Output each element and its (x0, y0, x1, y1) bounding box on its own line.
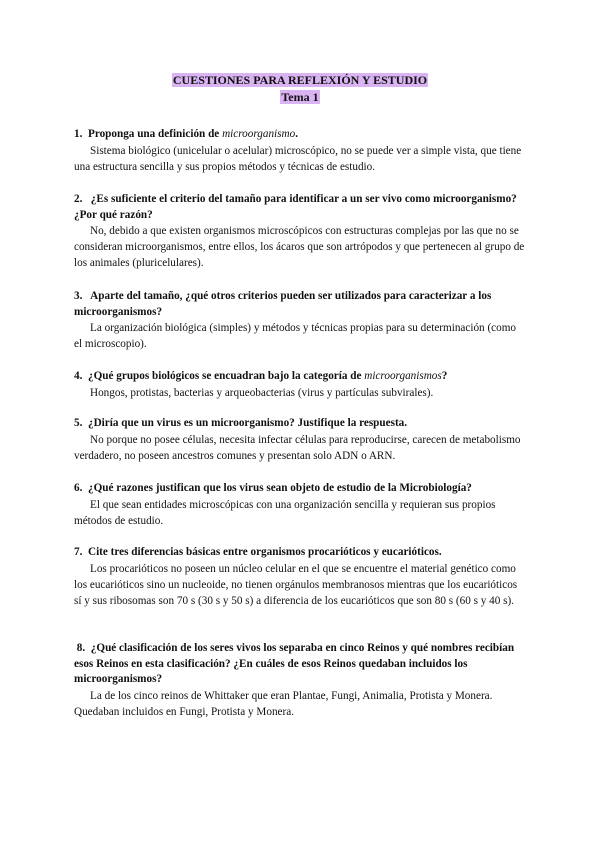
question-text: 1. Proponga una definición de microorganismo. (74, 128, 298, 140)
document-subtitle: Tema 1 (281, 90, 319, 104)
question-text: 8. ¿Qué clasificación de los seres vivos los separaba en cinco Reinos y qué nombres recibían esos Reinos en esta clasificación? ¿En cuáles de esos Reinos quedaban incluidos los microorganismos? (74, 642, 515, 685)
question-text: 2. ¿Es suficiente el criterio del tamaño para identificar a un ser vivo como microorganismo? ¿Por qué razón? (74, 193, 517, 221)
question-block-8 (74, 641, 526, 720)
question-block-3 (74, 289, 526, 352)
question-text: 7. Cite tres diferencias básicas entre organismos procarióticos y eucarióticos. (74, 546, 442, 558)
answer-text: Hongos, protistas, bacterias y arqueobacterias (virus y partículas subvirales). (90, 386, 434, 399)
question-block-1 (74, 127, 526, 175)
document-header (74, 72, 526, 106)
question-block-7 (74, 545, 526, 609)
question-block-4 (74, 369, 526, 401)
question-block-2 (74, 192, 526, 271)
question-text: 3. Aparte del tamaño, ¿qué otros criterios pueden ser utilizados para caracterizar a los microorganismos? (74, 290, 492, 318)
question-block-5 (74, 416, 526, 464)
question-text: 4. ¿Qué grupos biológicos se encuadran bajo la categoría de microorganismos? (74, 370, 448, 382)
question-text: 5. ¿Diría que un virus es un microorganismo? Justifique la respuesta. (74, 417, 408, 429)
answer-text: No, debido a que existen organismos microscópicos con estructuras complejas por las que no se consideran microorganismos, entre ellos, los ácaros que son artrópodos y que pertenecen al grupo de los animales (pluricelulares). (74, 225, 525, 269)
answer-text: La de los cinco reinos de Whittaker que eran Plantae, Fungi, Animalia, Protista y Monera. Quedaban incluidos en Fungi, Protista y Monera. (74, 689, 493, 718)
document-title: CUESTIONES PARA REFLEXIÓN Y ESTUDIO (172, 73, 428, 87)
answer-text: La organización biológica (simples) y métodos y técnicas propias para su determinación (como el microscopio). (74, 322, 517, 350)
answer-text: El que sean entidades microscópicas con una organización sencilla y requieran sus propios métodos de estudio. (74, 498, 496, 527)
answer-text: Sistema biológico (unicelular o acelular) microscópico, no se puede ver a simple vista, que tiene una estructura sencilla y sus propios métodos y técnicas de estudio. (74, 144, 522, 173)
question-text: 6. ¿Qué razones justifican que los virus sean objeto de estudio de la Microbiología? (74, 482, 472, 494)
answer-text: Los procarióticos no poseen un núcleo celular en el que se encuentre el material genético como los eucarióticos sino un nucleoide, no tienen orgánulos membranosos mientras que los eucarióticos sí y sus ribosomas son 70 s (30 s y 50 s) a diferencia de los eucarióticos que son 80 s (60 s y 40 s). (74, 562, 518, 607)
answer-text: No porque no posee células, necesita infectar células para reproducirse, carecen de metabolismo verdadero, no poseen ancestros comunes y presentan solo ADN o ARN. (74, 433, 521, 462)
question-block-6 (74, 481, 526, 529)
